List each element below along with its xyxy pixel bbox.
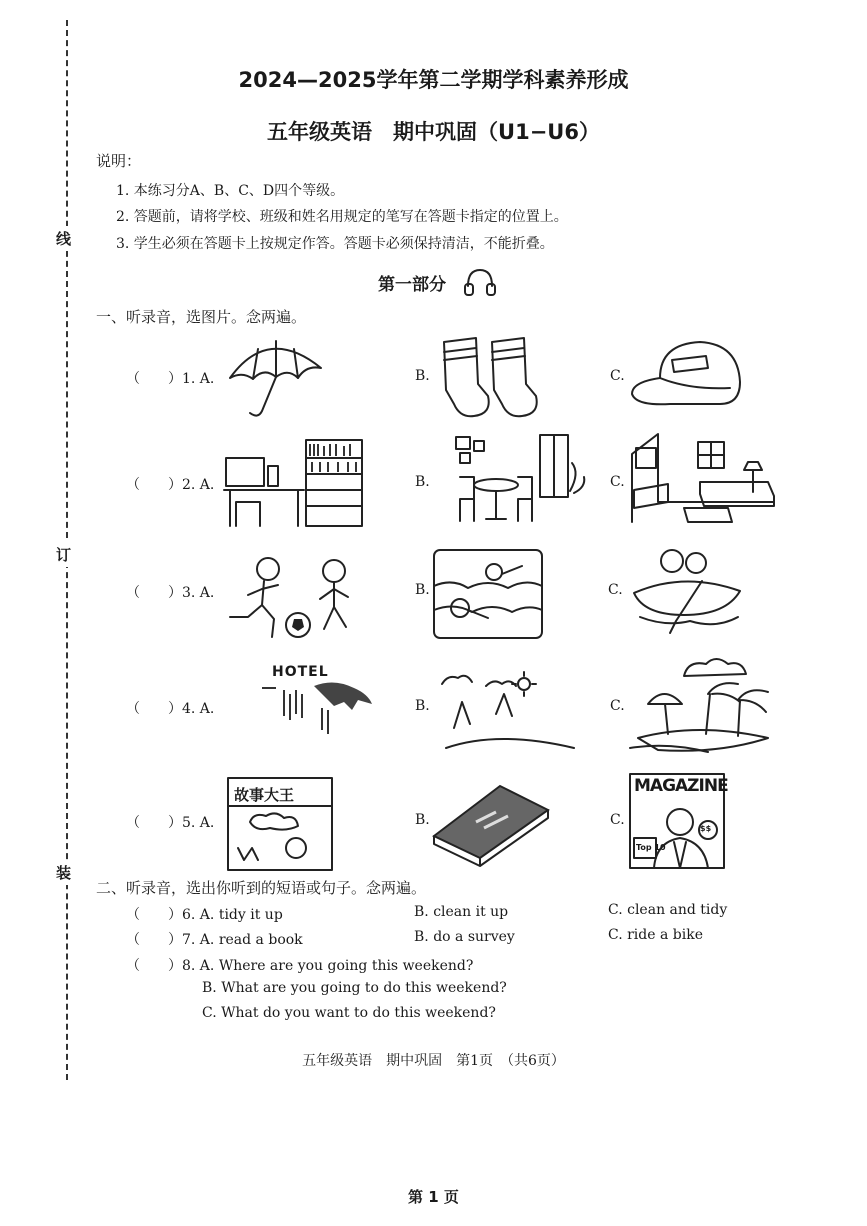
section1-title: 一、听录音，选图片。念两遍。 bbox=[96, 308, 307, 326]
cap-icon bbox=[630, 338, 745, 413]
question-8-option-b: B. What are you going to do this weekend? bbox=[202, 980, 507, 996]
umbrella-icon bbox=[228, 333, 323, 423]
question-1-option-c: C. bbox=[610, 368, 625, 384]
magazine-title: MAGAZINE bbox=[634, 776, 728, 796]
question-3-option-c: C. bbox=[608, 582, 623, 598]
exam-title-line1: 2024—2025学年第二学期学科素养形成 bbox=[238, 68, 629, 92]
question-7-label: （ ）7. A. read a book bbox=[126, 932, 303, 948]
page-footer: 五年级英语 期中巩固 第1页 （共6页） bbox=[302, 1053, 565, 1069]
question-4-option-c: C. bbox=[610, 698, 625, 714]
question-3-option-b: B. bbox=[415, 582, 430, 598]
question-2-option-c: C. bbox=[610, 474, 625, 490]
question-6-label: （ ）6. A. tidy it up bbox=[126, 907, 283, 923]
notes-heading: 说明： bbox=[96, 152, 142, 170]
binding-mark-line: 线 bbox=[56, 226, 71, 251]
question-4-option-b: B. bbox=[415, 698, 430, 714]
binding-mark-staple: 订 bbox=[56, 542, 71, 567]
dining-room-icon bbox=[434, 433, 586, 525]
question-1-option-b: B. bbox=[415, 368, 430, 384]
question-2-option-b: B. bbox=[415, 474, 430, 490]
exam-title-line2: 五年级英语 期中巩固（U1−U6） bbox=[267, 120, 600, 144]
question-1-label: （ ）1. A. bbox=[126, 371, 215, 387]
question-5-option-c: C. bbox=[610, 812, 625, 828]
playing-football-icon bbox=[226, 555, 370, 641]
book-icon bbox=[430, 782, 550, 862]
part1-title: 第一部分 bbox=[378, 275, 446, 295]
note-item-2: 2. 答题前，请将学校、班级和姓名用规定的笔写在答题卡指定的位置上。 bbox=[116, 209, 568, 225]
question-5-option-b: B. bbox=[415, 812, 430, 828]
swimming-icon bbox=[432, 548, 544, 640]
note-item-1: 1. 本练习分A、B、C、D四个等级。 bbox=[116, 183, 345, 199]
binding-mark-bind: 装 bbox=[56, 860, 71, 885]
question-7-option-c: C. ride a bike bbox=[608, 927, 703, 943]
page-number: 第 1 页 bbox=[408, 1188, 459, 1206]
magazine-sticker: $$ bbox=[700, 824, 712, 833]
section2-title: 二、听录音，选出你听到的短语或句子。念两遍。 bbox=[96, 879, 427, 897]
note-item-3: 3. 学生必须在答题卡上按规定作答。答题卡必须保持清洁，不能折叠。 bbox=[116, 236, 554, 252]
headphones-icon bbox=[462, 266, 498, 298]
study-room-icon bbox=[224, 438, 364, 528]
beach-island-icon bbox=[628, 654, 774, 756]
hotel-icon bbox=[254, 680, 374, 740]
question-8-label: （ ）8. A. Where are you going this weekend? bbox=[126, 958, 474, 974]
magazine-top10-badge: Top 10 bbox=[636, 843, 666, 852]
mountains-icon bbox=[438, 668, 578, 752]
question-6-option-b: B. clean it up bbox=[414, 904, 509, 920]
question-7-option-b: B. do a survey bbox=[414, 929, 515, 945]
living-room-icon bbox=[628, 432, 776, 524]
rowing-boat-icon bbox=[626, 545, 744, 637]
socks-icon bbox=[436, 334, 546, 422]
hotel-sign: HOTEL bbox=[272, 664, 329, 680]
storybook-title: 故事大王 bbox=[234, 786, 295, 804]
question-6-option-c: C. clean and tidy bbox=[608, 902, 728, 918]
question-8-option-c: C. What do you want to do this weekend? bbox=[202, 1005, 496, 1021]
question-3-label: （ ）3. A. bbox=[126, 585, 215, 601]
question-4-label: （ ）4. A. bbox=[126, 701, 215, 717]
question-5-label: （ ）5. A. bbox=[126, 815, 215, 831]
question-2-label: （ ）2. A. bbox=[126, 477, 215, 493]
